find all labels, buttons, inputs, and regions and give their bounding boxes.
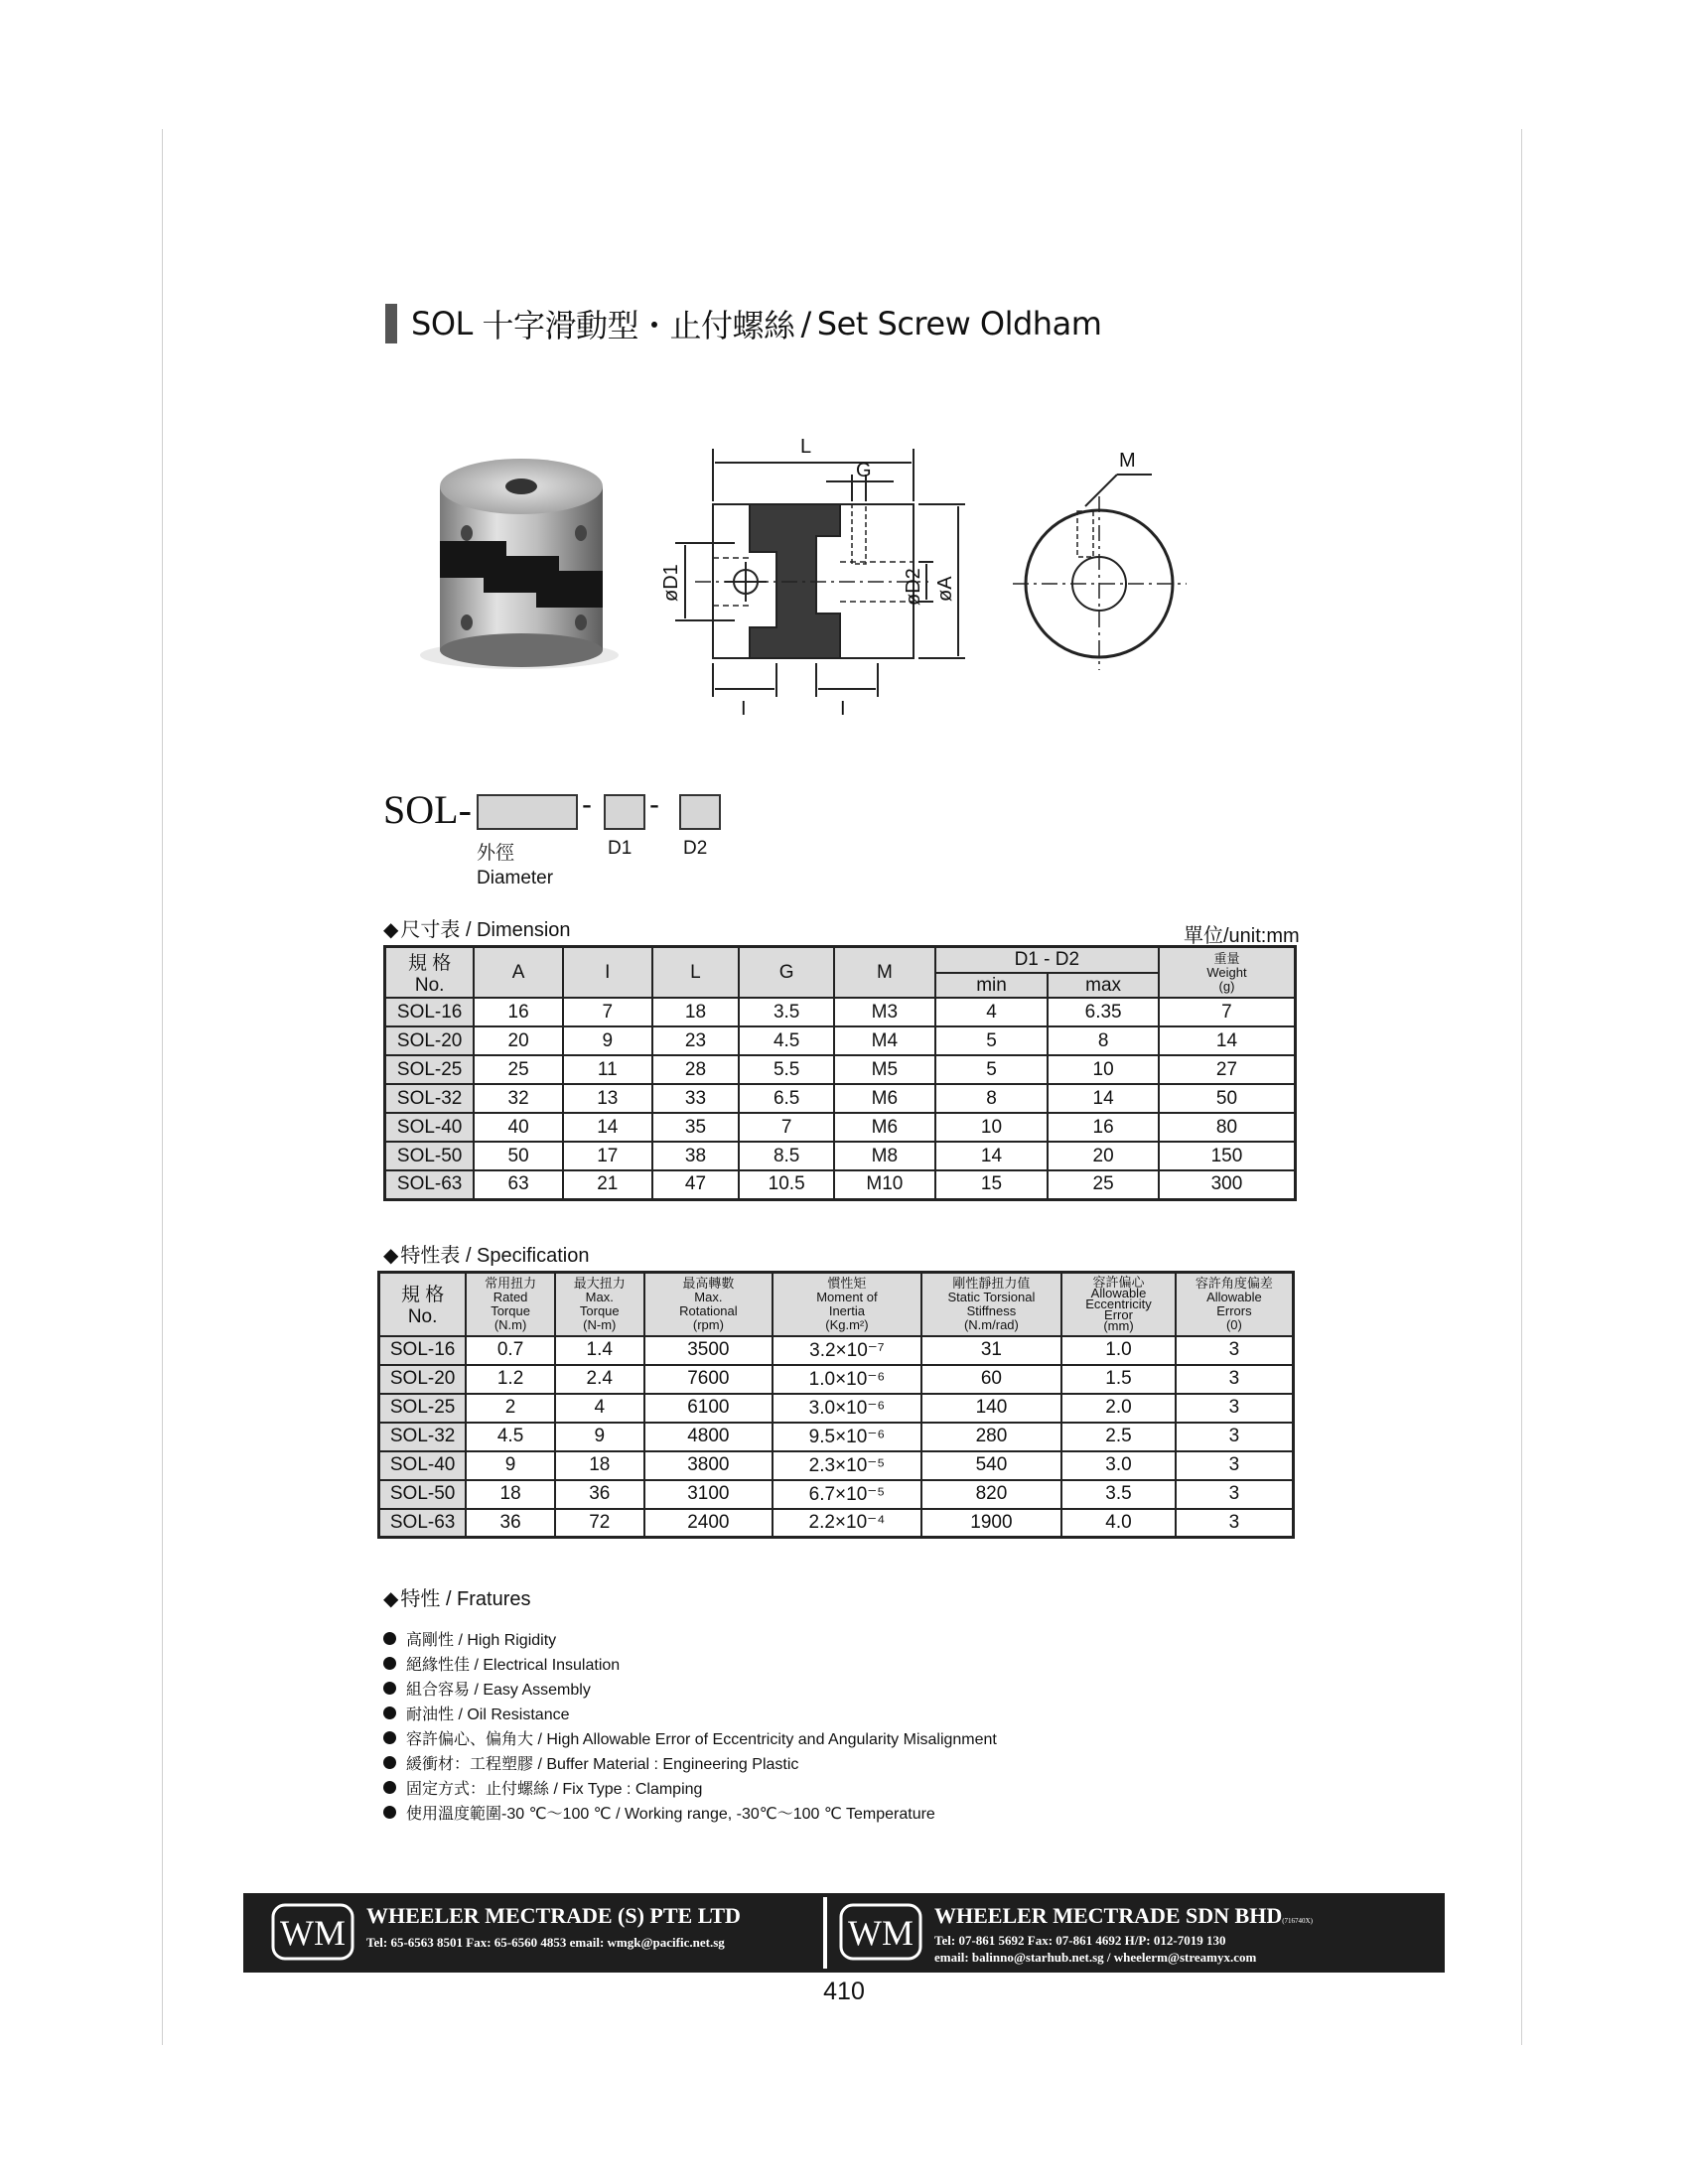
spec-header-stiffness: 剛性靜扭力值 Static Torsional Stiffness (N.m/rad)	[921, 1273, 1061, 1336]
dim-header-weight: 重量 Weight (g)	[1159, 947, 1296, 999]
dim-header-d1d2: D1 - D2	[935, 947, 1159, 974]
spec-header-model: 規 格 No.	[379, 1273, 467, 1336]
bullet-icon	[383, 1781, 396, 1794]
svg-text:WM: WM	[280, 1913, 346, 1953]
dim-header-max: max	[1048, 973, 1159, 998]
dim-header-M: M	[834, 947, 935, 999]
list-item: 容許偏心、偏角大 / High Allowable Error of Eccentricity and Angularity Misalignment	[383, 1725, 997, 1750]
dim-label-M: M	[1119, 450, 1136, 472]
list-item: 高剛性 / High Rigidity	[383, 1626, 997, 1651]
svg-text:WM: WM	[848, 1913, 914, 1953]
table-row: SOL-63 63 21 47 10.5 M10 15 25 300	[385, 1170, 1296, 1199]
order-code-d1-label: D1	[608, 838, 633, 859]
dim-header-I: I	[563, 947, 652, 999]
table-row: SOL-63 36 72 2400 2.2×10⁻⁴ 1900 4.0 3	[379, 1509, 1294, 1538]
dim-header-L: L	[652, 947, 740, 999]
list-item: 緩衝材：工程塑膠 / Buffer Material : Engineering Plastic	[383, 1750, 997, 1775]
coupling-photo	[420, 459, 619, 669]
table-row: SOL-50 18 36 3100 6.7×10⁻⁵ 820 3.5 3	[379, 1480, 1294, 1509]
dim-header-model: 規 格 No.	[385, 947, 475, 999]
company-name-right: WHEELER MECTRADE SDN BHD(716740X)	[934, 1903, 1313, 1928]
dim-label-G: G	[856, 460, 872, 481]
title-chinese: 十字滑動型・止付螺絲	[482, 307, 795, 344]
footer-banner	[243, 1893, 1445, 1973]
table-row: SOL-25 2 4 6100 3.0×10⁻⁶ 140 2.0 3	[379, 1394, 1294, 1423]
dim-label-I-right: I	[840, 698, 846, 720]
dim-label-I-left: I	[741, 698, 747, 720]
bullet-icon	[383, 1632, 396, 1645]
dim-header-G: G	[739, 947, 834, 999]
company-contact-left: Tel: 65-6563 8501 Fax: 65-6560 4853 email: wmgk@pacific.net.sg	[366, 1935, 725, 1950]
company-contact-right-2: email: balinno@starhub.net.sg / wheelerm@streamyx.com	[934, 1950, 1257, 1965]
company-contact-right-1: Tel: 07-861 5692 Fax: 07-861 4692 H/P: 012-7019 130	[934, 1933, 1226, 1948]
bullet-icon	[383, 1706, 396, 1719]
table-row: SOL-32 4.5 9 4800 9.5×10⁻⁶ 280 2.5 3	[379, 1423, 1294, 1451]
list-item: 使用溫度範圍-30 ℃～100 ℃ / Working range, -30℃～100 ℃ Temperature	[383, 1800, 997, 1825]
company-name-left: WHEELER MECTRADE (S) PTE LTD	[366, 1903, 741, 1928]
dim-label-L: L	[800, 436, 812, 458]
spec-header-angular: 容許角度偏差 Allowable Errors (0)	[1176, 1273, 1294, 1336]
dim-label-D1: øD1	[660, 564, 682, 602]
dimension-unit: 單位/unit:mm	[1184, 925, 1300, 947]
order-code	[383, 786, 780, 895]
features-list	[383, 1626, 997, 1825]
spec-header-max-torque: 最大扭力 Max. Torque (N-m)	[555, 1273, 644, 1336]
bullet-icon	[383, 1756, 396, 1769]
table-row: SOL-20 20 9 23 4.5 M4 5 8 14	[385, 1026, 1296, 1055]
order-code-d2-label: D2	[683, 838, 708, 859]
table-row: SOL-40 40 14 35 7 M6 10 16 80	[385, 1113, 1296, 1142]
dimension-table	[383, 945, 1297, 1201]
company-registration: (716740X)	[1282, 1917, 1313, 1925]
bullet-icon	[383, 1731, 396, 1744]
table-row: SOL-32 32 13 33 6.5 M6 8 14 50	[385, 1084, 1296, 1113]
dim-label-A: øA	[934, 576, 956, 602]
bullet-icon	[383, 1806, 396, 1819]
spec-header-eccentricity: 容許偏心 Allowable Eccentricity Error (mm)	[1061, 1273, 1176, 1336]
technical-drawings	[0, 0, 1688, 794]
spec-header-rated: 常用扭力 Rated Torque (N.m)	[466, 1273, 555, 1336]
order-code-d2-box	[679, 794, 721, 830]
table-row: SOL-25 25 11 28 5.5 M5 5 10 27	[385, 1055, 1296, 1084]
list-item: 固定方式：止付螺絲 / Fix Type : Clamping	[383, 1775, 997, 1800]
diamond-icon: ◆	[383, 917, 399, 941]
dim-label-D2: øD2	[903, 568, 924, 606]
company-logo-icon-left	[271, 1903, 354, 1961]
list-item: 絕緣性佳 / Electrical Insulation	[383, 1651, 997, 1676]
order-code-diameter-box	[477, 794, 578, 830]
order-code-diameter-cn: 外徑	[477, 843, 515, 864]
title-english: Set Screw Oldham	[816, 305, 1102, 342]
title-separator: /	[800, 305, 811, 342]
table-row: SOL-16 0.7 1.4 3500 3.2×10⁻⁷ 31 1.0 3	[379, 1336, 1294, 1365]
order-code-dash-1: -	[582, 788, 592, 821]
page-number: 410	[823, 1978, 865, 2005]
specification-table	[377, 1271, 1295, 1539]
order-code-dash-2: -	[649, 788, 659, 821]
dim-header-min: min	[935, 973, 1049, 998]
diamond-icon: ◆	[383, 1586, 399, 1610]
diamond-icon: ◆	[383, 1243, 399, 1267]
title-model: SOL	[411, 305, 473, 342]
bullet-icon	[383, 1682, 396, 1695]
table-row: SOL-20 1.2 2.4 7600 1.0×10⁻⁶ 60 1.5 3	[379, 1365, 1294, 1394]
spec-header-inertia: 慣性矩 Moment of Inertia (Kg.m²)	[773, 1273, 921, 1336]
features-heading: ◆ 特性 / Fratures	[383, 1586, 531, 1610]
specification-heading: ◆ 特性表 / Specification	[383, 1243, 590, 1267]
table-row: SOL-40 9 18 3800 2.3×10⁻⁵ 540 3.0 3	[379, 1451, 1294, 1480]
end-view-drawing	[1013, 475, 1187, 670]
list-item: 組合容易 / Easy Assembly	[383, 1676, 997, 1701]
company-logo-icon-right	[839, 1903, 922, 1961]
order-code-d1-box	[604, 794, 645, 830]
dim-header-A: A	[474, 947, 563, 999]
list-item: 耐油性 / Oil Resistance	[383, 1701, 997, 1725]
dimension-heading: ◆ 尺寸表 / Dimension	[383, 917, 571, 941]
order-code-diameter-en: Diameter	[477, 868, 554, 888]
footer-divider	[823, 1897, 827, 1969]
table-row: SOL-16 16 7 18 3.5 M3 4 6.35 7	[385, 998, 1296, 1026]
bullet-icon	[383, 1657, 396, 1670]
spec-header-max-rotational: 最高轉數 Max. Rotational (rpm)	[644, 1273, 774, 1336]
order-code-prefix: SOL-	[383, 787, 472, 832]
table-row: SOL-50 50 17 38 8.5 M8 14 20 150	[385, 1142, 1296, 1170]
